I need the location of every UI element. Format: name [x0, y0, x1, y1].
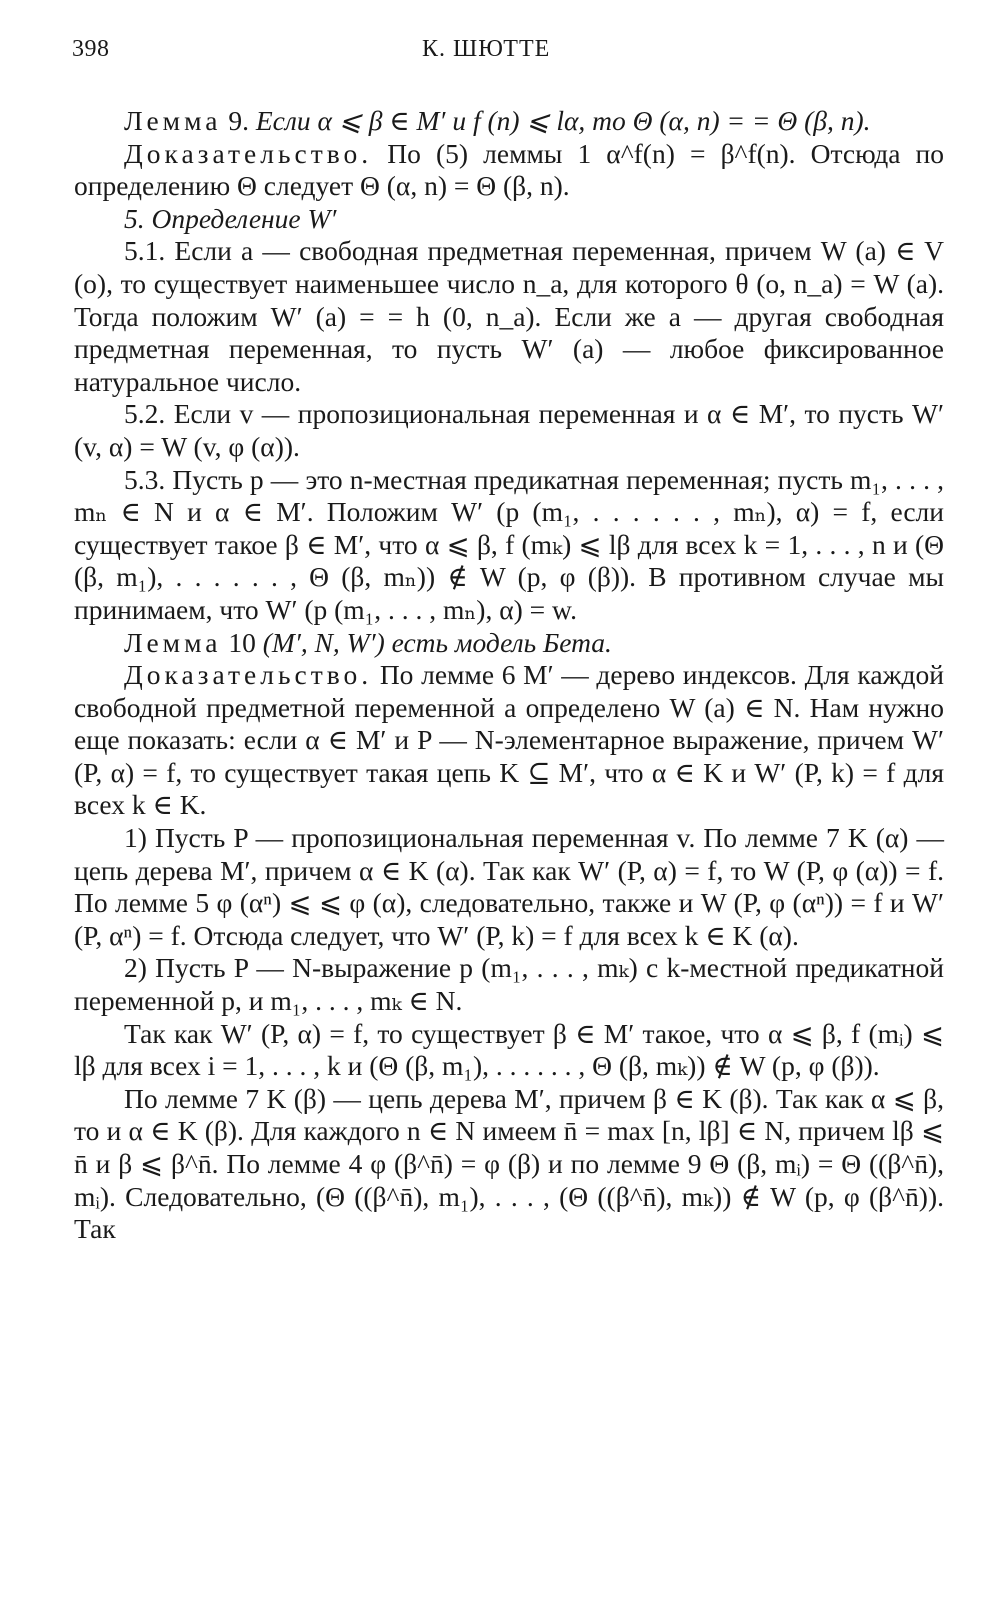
case-2-continuation-text: Так как W′ (P, α) = f, то существует β ∈ M′ такое, что α ⩽ β, f (mᵢ) ⩽ lβ для всех i = 1, . . . , k и (Θ (β, m₁), . . . . . . , Θ (β, mₖ)) ∉ W (p, φ (β)).	[74, 1017, 944, 1082]
definition-heading-text: 5. Определение W′	[124, 202, 337, 234]
case-2-lemma-7	[74, 1083, 944, 1246]
text-body	[74, 105, 944, 1246]
definition-heading	[74, 203, 944, 236]
case-2	[74, 952, 944, 1017]
lemma-10-statement	[74, 627, 944, 660]
lemma-label: Лемма	[124, 105, 222, 136]
proof-lemma-10	[74, 659, 944, 822]
lemma-text: Если α ⩽ β ∈ M′ и f (n) ⩽ lα, то Θ (α, n) = = Θ (β, n).	[255, 105, 871, 136]
page-header	[72, 36, 942, 70]
running-head: К. ШЮТТЕ	[422, 36, 551, 62]
clause-5-3-text: 5.3. Пусть p — это n-местная предикатная переменная; пусть m₁, . . . , mₙ ∈ N и α ∈ M′. Положим W′ (p (m₁, . . . . . . , mₙ), α) = f, если существует такое β ∈ M′, что α ⩽ β, f (mₖ) ⩽ lβ для всех k = 1, . . . , n и (Θ (β, m₁), . . . . . . , Θ (β, mₙ)) ∉ W (p, φ (β)). В противном случае мы принимаем, что W′ (p (m₁, . . . , mₙ), α) = w.	[74, 463, 944, 625]
lemma-9-statement	[74, 105, 944, 138]
clause-5-2	[74, 398, 944, 463]
clause-5-1	[74, 235, 944, 398]
lemma-number: 9.	[221, 105, 256, 136]
proof-text: По (5) леммы 1 α^f(n) = β^f(n). Отсюда по определению Θ следует Θ (α, n) = Θ (β, n).	[74, 137, 944, 202]
page-number: 398	[72, 36, 110, 62]
case-2-text: 2) Пусть P — N-выражение p (m₁, . . . , mₖ) с k-местной предикатной переменной p, и m₁, . . . , mₖ ∈ N.	[74, 952, 944, 1017]
lemma-number: 10	[221, 626, 263, 658]
proof-label: Доказательство.	[124, 659, 373, 691]
proof-text: По лемме 6 M′ — дерево индексов. Для каждой свободной предметной переменной a определено W (a) ∈ N. Нам нужно еще показать: если α ∈ M′ и P — N-элементарное выражение, причем W′ (P, α) = f, то существует такая цепь K ⊆ M′, что α ∈ K и W′ (P, k) = f для всех k ∈ K.	[74, 659, 944, 821]
case-1-text: 1) Пусть P — пропозициональная переменная v. По лемме 7 K (α) — цепь дерева M′, причем α ∈ K (α). Так как W′ (P, α) = f, то W (P, φ (α)) = f. По лемме 5 φ (αⁿ) ⩽ ⩽ φ (α), следовательно, также и W (P, φ (αⁿ)) = f и W′ (P, αⁿ) = f. Отсюда следует, что W′ (P, k) = f для всех k ∈ K (α).	[74, 822, 944, 951]
clause-5-1-text: 5.1. Если a — свободная предметная переменная, причем W (a) ∈ V (o), то существует наименьшее число n_a, для которого θ (o, n_a) = W (a). Тогда положим W′ (a) = = h (0, n_a). Если же a — другая свободная предметная переменная, то пусть W′ (a) — любое фиксированное натуральное число.	[74, 235, 944, 397]
lemma-text: (M′, N, W′) есть модель Бета.	[262, 626, 612, 658]
clause-5-3	[74, 464, 944, 627]
proof-lemma-9	[74, 138, 944, 203]
lemma-label: Лемма	[124, 626, 222, 658]
case-2-lemma-7-text: По лемме 7 K (β) — цепь дерева M′, причем β ∈ K (β). Так как α ⩽ β, то и α ∈ K (β). Для каждого n ∈ N имеем n̄ = max [n, lβ] ∈ N, причем lβ ⩽ n̄ и β ⩽ β^n̄. По лемме 4 φ (β^n̄) = φ (β) и по лемме 9 Θ (β, mᵢ) = Θ ((β^n̄), mᵢ). Следовательно, (Θ ((β^n̄), m₁), . . . , (Θ ((β^n̄), mₖ)) ∉ W (p, φ (β^n̄)). Так	[74, 1082, 944, 1245]
clause-5-2-text: 5.2. Если v — пропозициональная переменная и α ∈ M′, то пусть W′ (v, α) = W (v, φ (α)).	[74, 398, 944, 462]
proof-label: Доказательство.	[124, 137, 373, 169]
case-1	[74, 822, 944, 952]
case-2-continuation	[74, 1018, 944, 1083]
